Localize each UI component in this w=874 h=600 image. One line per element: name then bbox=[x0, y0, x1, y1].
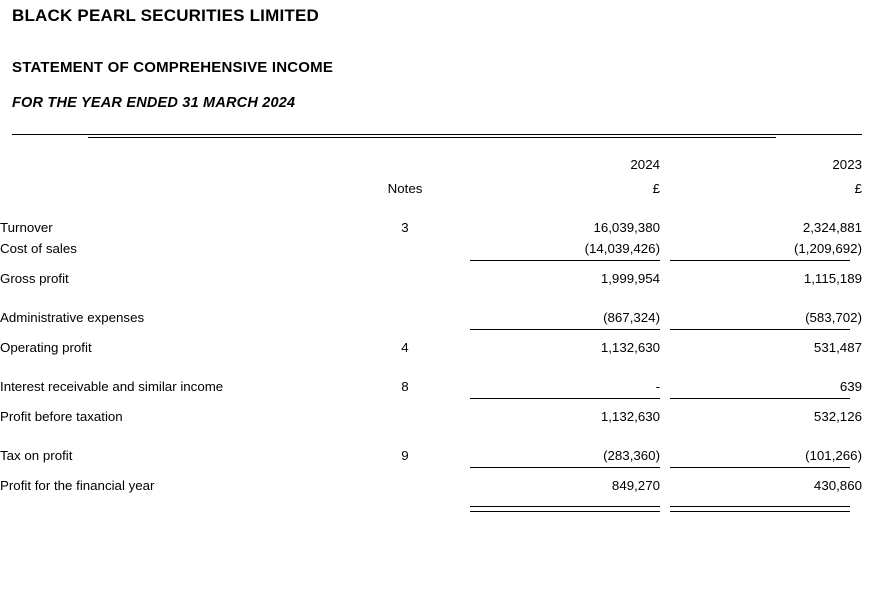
row-label: Cost of sales bbox=[0, 241, 77, 256]
row-value-current: (283,360) bbox=[603, 448, 660, 463]
table-row bbox=[0, 472, 874, 493]
row-label: Turnover bbox=[0, 220, 53, 235]
rule-current bbox=[460, 325, 660, 334]
row-label: Operating profit bbox=[0, 340, 92, 355]
header-year-prior: 2023 bbox=[832, 157, 862, 172]
rule-prior bbox=[660, 256, 862, 265]
row-value-prior: (1,209,692) bbox=[793, 241, 862, 256]
subtotal-rule bbox=[0, 325, 874, 334]
row-note bbox=[350, 304, 460, 325]
row-value-current: 1,132,630 bbox=[600, 340, 660, 355]
income-statement-table bbox=[0, 150, 874, 513]
total-double-rule bbox=[0, 504, 874, 513]
subtotal-rule bbox=[0, 394, 874, 403]
table-header-years bbox=[0, 150, 874, 172]
row-value-prior: 531,487 bbox=[813, 340, 862, 355]
table-row bbox=[0, 442, 874, 463]
row-note: 3 bbox=[401, 220, 409, 235]
row-note: 9 bbox=[401, 448, 409, 463]
table-row bbox=[0, 403, 874, 424]
row-note: 4 bbox=[401, 340, 409, 355]
row-value-current: (867,324) bbox=[603, 310, 660, 325]
rule-prior bbox=[660, 463, 862, 472]
table-header-currency bbox=[0, 172, 874, 196]
row-label: Gross profit bbox=[0, 271, 69, 286]
row-label: Administrative expenses bbox=[0, 310, 145, 325]
table-row bbox=[0, 214, 874, 235]
row-note bbox=[350, 235, 460, 256]
header-divider bbox=[12, 134, 862, 135]
rule-current bbox=[460, 463, 660, 472]
rule-current bbox=[460, 256, 660, 265]
table-row bbox=[0, 334, 874, 355]
double-rule-prior bbox=[660, 504, 862, 513]
row-label: Profit before taxation bbox=[0, 409, 123, 424]
row-label: Profit for the financial year bbox=[0, 478, 155, 493]
header-notes-blank bbox=[350, 150, 460, 172]
row-note bbox=[350, 472, 460, 493]
rule-current bbox=[460, 394, 660, 403]
row-value-prior: 639 bbox=[839, 379, 862, 394]
column-header-divider bbox=[88, 137, 776, 138]
row-value-current: (14,039,426) bbox=[584, 241, 660, 256]
row-note: 8 bbox=[401, 379, 409, 394]
row-value-prior: (101,266) bbox=[805, 448, 862, 463]
row-label: Tax on profit bbox=[0, 448, 73, 463]
header-blank bbox=[0, 150, 350, 172]
row-note bbox=[350, 403, 460, 424]
spacer bbox=[0, 355, 874, 373]
header-year-current: 2024 bbox=[630, 157, 660, 172]
row-value-prior: 532,126 bbox=[813, 409, 862, 424]
rule-prior bbox=[660, 325, 862, 334]
row-value-current: 849,270 bbox=[611, 478, 660, 493]
spacer bbox=[0, 286, 874, 304]
row-value-prior: 2,324,881 bbox=[802, 220, 862, 235]
company-name: BLACK PEARL SECURITIES LIMITED bbox=[12, 6, 319, 25]
statement-title: STATEMENT OF COMPREHENSIVE INCOME bbox=[12, 59, 334, 76]
row-value-current: 1,132,630 bbox=[600, 409, 660, 424]
table-row bbox=[0, 304, 874, 325]
header-currency-prior: £ bbox=[854, 181, 862, 196]
rule-prior bbox=[660, 394, 862, 403]
table-row bbox=[0, 265, 874, 286]
row-value-prior: 430,860 bbox=[813, 478, 862, 493]
header-currency-current: £ bbox=[652, 181, 660, 196]
spacer bbox=[0, 424, 874, 442]
row-value-prior: (583,702) bbox=[805, 310, 862, 325]
row-value-current: 16,039,380 bbox=[593, 220, 660, 235]
row-value-prior: 1,115,189 bbox=[803, 271, 862, 286]
header-blank-2 bbox=[0, 172, 350, 196]
spacer bbox=[0, 196, 874, 214]
table-row bbox=[0, 235, 874, 256]
subtotal-rule bbox=[0, 463, 874, 472]
row-value-current: - bbox=[655, 379, 660, 394]
subtotal-rule bbox=[0, 256, 874, 265]
row-label: Interest receivable and similar income bbox=[0, 379, 224, 394]
spacer bbox=[0, 493, 874, 504]
row-value-current: 1,999,954 bbox=[600, 271, 660, 286]
header-notes: Notes bbox=[387, 181, 423, 196]
double-rule-current bbox=[460, 504, 660, 513]
table-row bbox=[0, 373, 874, 394]
row-note bbox=[350, 265, 460, 286]
period-title: FOR THE YEAR ENDED 31 MARCH 2024 bbox=[12, 95, 296, 111]
